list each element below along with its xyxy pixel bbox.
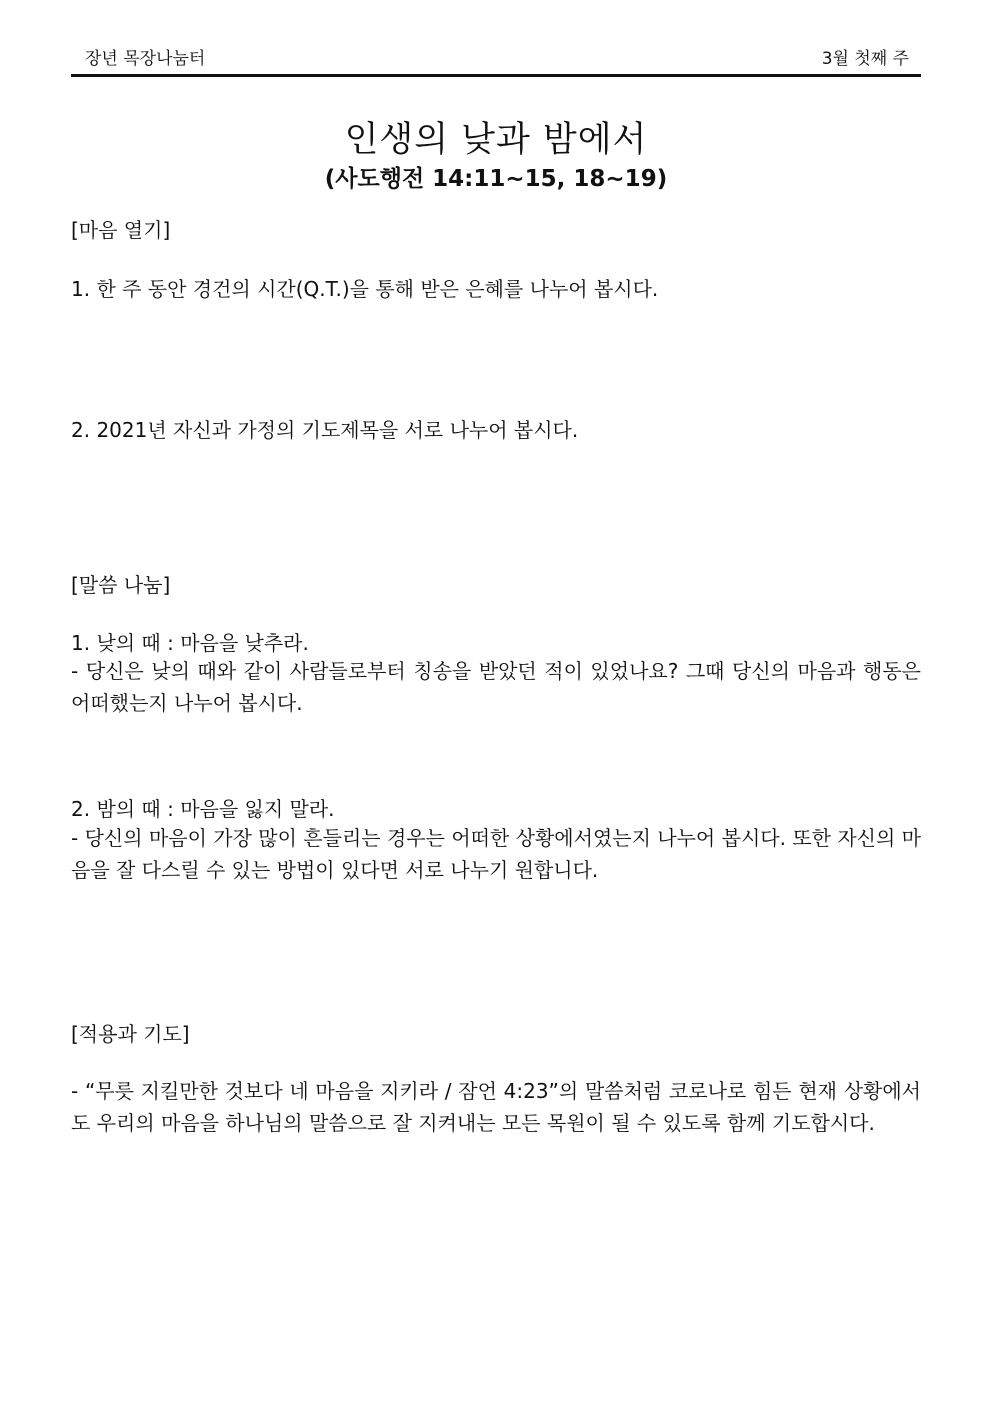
section-heading-word: [말씀 나눔]: [71, 573, 171, 597]
header-group-name: 장년 목장나눔터: [85, 49, 206, 69]
word-question-2-title: 2. 밤의 때 : 마음을 잃지 말라.: [71, 797, 335, 821]
opening-question-2: 2. 2021년 자신과 가정의 기도제목을 서로 나누어 봅시다.: [71, 418, 579, 442]
opening-question-1: 1. 한 주 동안 경건의 시간(Q.T.)을 통해 받은 은혜를 나누어 봅시다.: [71, 277, 659, 301]
word-question-2-body: - 당신의 마음이 가장 많이 흔들리는 경우는 어떠한 상황에서였는지 나누어 봅시다. 또한 자신의 마음을 잘 다스릴 수 있는 방법이 있다면 서로 나누기 원합니다.: [71, 826, 921, 882]
word-question-1-title: 1. 낮의 때 : 마음을 낮추라.: [71, 631, 309, 655]
page-header: [71, 42, 921, 77]
scripture-reference: (사도행전 14:11~15, 18~19): [324, 166, 668, 192]
section-heading-opening: [마음 열기]: [71, 218, 171, 242]
section-heading-apply: [적용과 기도]: [71, 1022, 190, 1046]
word-question-1-body: - 당신은 낮의 때와 같이 사람들로부터 칭송을 받았던 적이 있었나요? 그때 당신의 마음과 행동은 어떠했는지 나누어 봅시다.: [71, 659, 921, 715]
page-title: 인생의 낮과 밤에서: [344, 120, 648, 160]
header-week: 3월 첫째 주: [821, 49, 909, 69]
apply-prayer-body: - “무릇 지킬만한 것보다 네 마음을 지키라 / 잠언 4:23”의 말씀처럼 코로나로 힘든 현재 상황에서도 우리의 마음을 하나님의 말씀으로 잘 지켜내는 모든 목원이 될 수 있도록 함께 기도합시다.: [71, 1079, 921, 1135]
